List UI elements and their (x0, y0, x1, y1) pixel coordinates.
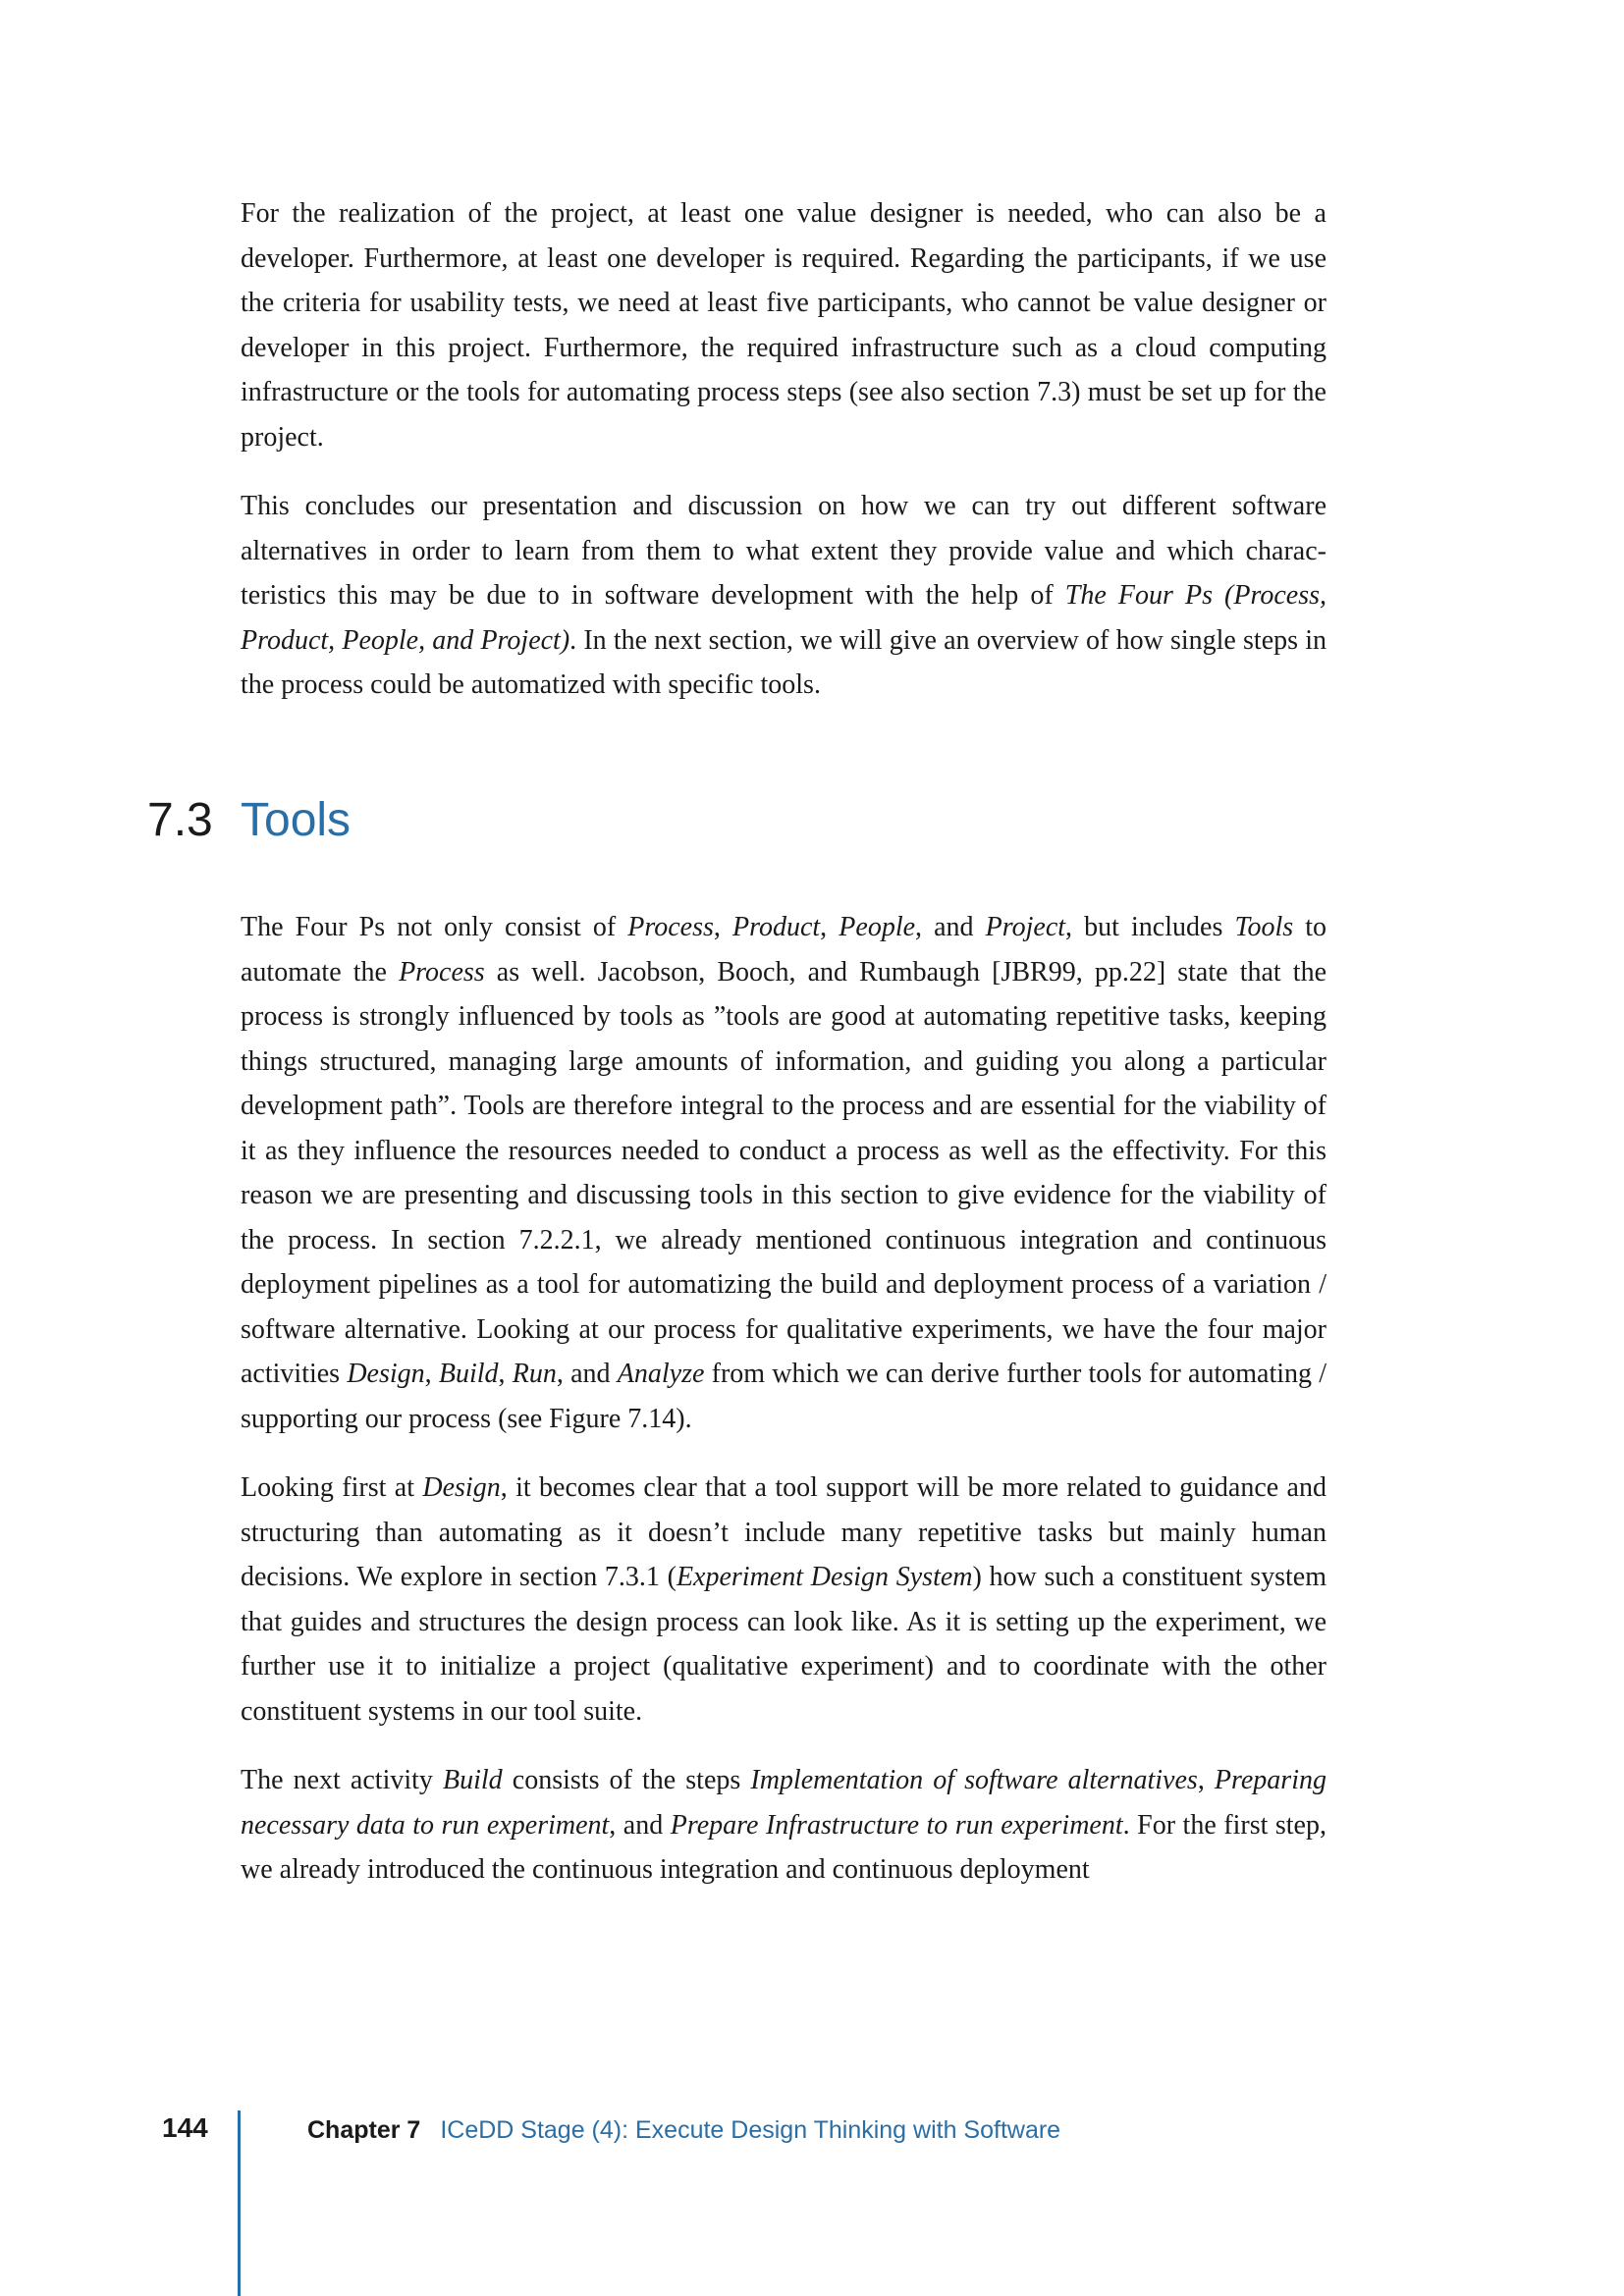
running-footer (307, 2116, 1060, 2145)
paragraph-four-ps-tools: The Four Ps not only consist of Process, Product, People, and Project, but includes Tools to automate the Process as well. Jacobson, Booch, and Rumbaugh [JBR99, pp.22] state that the process is strongly influenced by tools as ”tools are good at automating repetitive tasks, keeping things structured, managing large amounts of information, and guiding you along a particular development path”. Tools are therefore integral to the process and are essential for the viability of it as they influence the resources needed to conduct a process as well as the effectivity. For this reason we are presenting and discussing tools in this section to give evidence for the viability of the process. In section 7.2.2.1, we already mentioned continuous integration and continuous deployment pipelines as a tool for automatizing the build and deployment process of a variation / software alternative. Looking at our process for qualitative experiments, we have the four major activities Design, Build, Run, and Analyze from which we can derive further tools for automating / supporting our process (see Figure 7.14). (241, 912, 1327, 1434)
paragraph-conclusion: This concludes our presentation and discussion on how we can try out different software alternatives in order to learn from them to what extent they provide value and which characteristics this may be due to in software development with the help of The Four Ps (Process, Product, People, and Project). In the next section, we will give an overview of how single steps in the process could be automatized with specific tools. (241, 491, 1326, 700)
section-number: 7.3 (147, 794, 213, 846)
page-footer (0, 2101, 1624, 2296)
tools-section-body (241, 905, 1326, 1893)
chapter-label: Chapter 7 (307, 2116, 421, 2144)
paragraph-design-activity: Looking first at Design, it becomes clear that a tool support will be more related to guidance and structuring than automating as it doesn’t include many repetitive tasks but mainly human decisions. We explore in section 7.3.1 (Experiment Design System) how such a constituent system that guides and structures the design process can look like. As it is setting up the experiment, we further use it to initialize a project (qualitative experiment) and to coordinate with the other constituent systems in our tool suite. (241, 1472, 1327, 1727)
footer-divider (238, 2110, 241, 2296)
section-heading (147, 793, 351, 848)
paragraph-project-roles: For the realization of the project, at least one value designer is needed, who can also be a developer. Furthermore, at least one developer is required. Regarding the participants, if we use the criteria for usability tests, we need at least five participants, who cannot be value designer or developer in this project. Furthermore, the required infrastructure such as a cloud computing infrastructure or the tools for automating process steps (see also section 7.3) must be set up for the project. (241, 198, 1326, 453)
paragraph-build-activity: The next activity Build consists of the steps Implementation of software alternatives, Preparing necessary data to run experiment, and Prepare Infrastructure to run experiment. For the first step, we already introduced the continuous integration and continuous deployment (241, 1765, 1326, 1885)
section-title: Tools (241, 794, 352, 846)
chapter-title: ICeDD Stage (4): Execute Design Thinking with Software (440, 2116, 1061, 2144)
page-number: 144 (162, 2112, 208, 2143)
continuation-text (241, 191, 1326, 708)
